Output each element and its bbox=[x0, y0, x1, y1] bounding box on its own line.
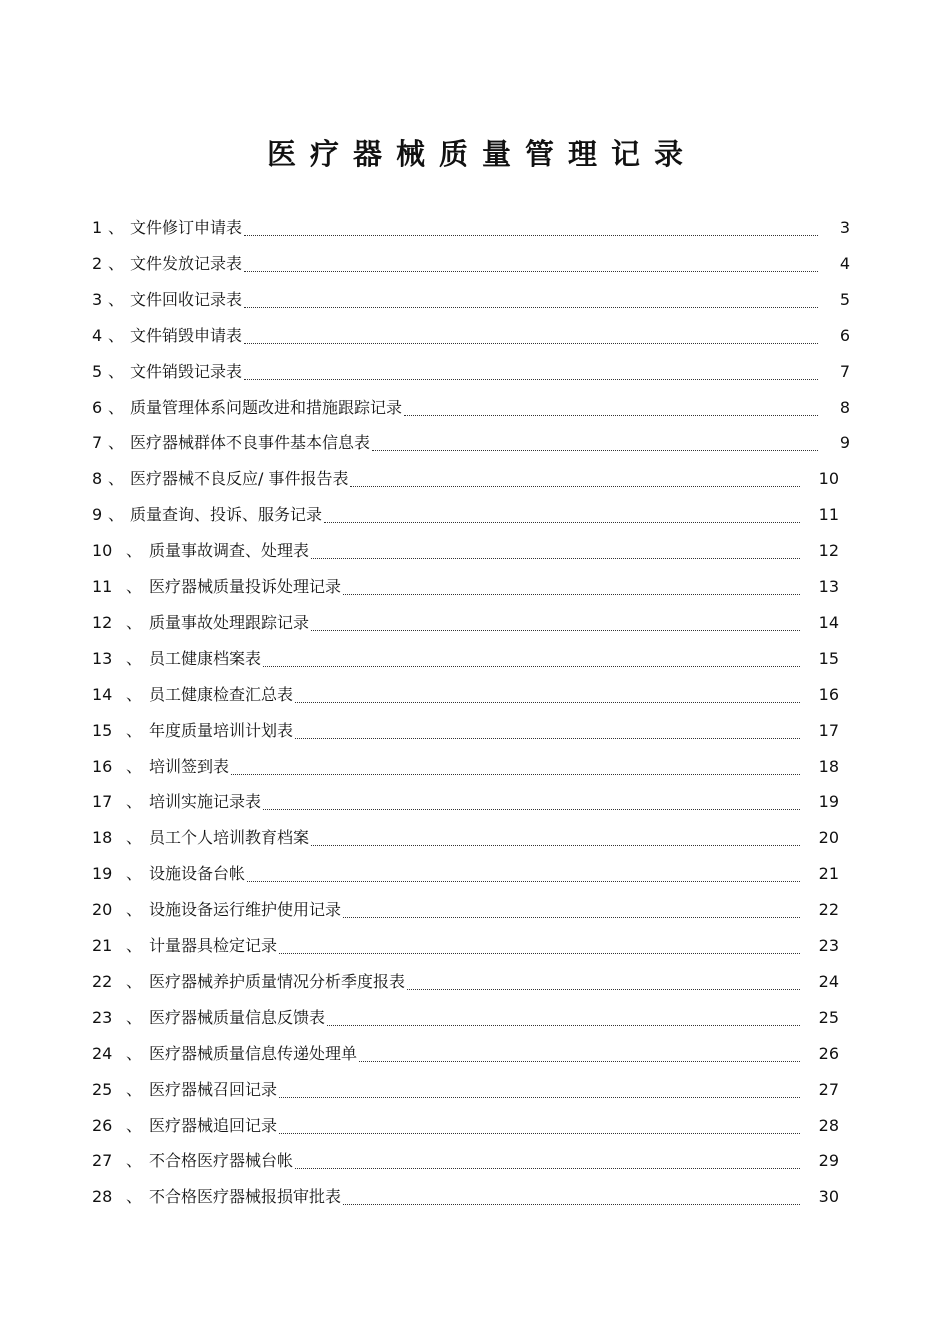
toc-separator: 、 bbox=[108, 218, 125, 237]
toc-separator: 、 bbox=[126, 1007, 143, 1027]
dot-leader bbox=[295, 737, 800, 739]
dot-leader bbox=[404, 414, 818, 416]
toc-entry-link[interactable] bbox=[149, 820, 800, 856]
dot-leader bbox=[244, 378, 818, 380]
toc-entry-link[interactable] bbox=[149, 569, 800, 605]
toc-number: 3 bbox=[92, 289, 103, 309]
toc-entry-label: 不合格医疗器械台帐 bbox=[149, 1151, 294, 1171]
toc-number: 11 bbox=[92, 577, 113, 596]
toc-row[interactable] bbox=[0, 318, 950, 354]
toc-number: 25 bbox=[92, 1079, 113, 1099]
toc-separator: 、 bbox=[126, 1043, 143, 1063]
toc-entry-label: 员工健康检查汇总表 bbox=[149, 684, 294, 704]
toc-page-number: 8 bbox=[839, 397, 850, 417]
dot-leader bbox=[279, 952, 800, 954]
toc-entry-label: 计量器具检定记录 bbox=[149, 936, 278, 955]
toc-number: 22 bbox=[92, 971, 113, 991]
toc-separator: 、 bbox=[108, 397, 125, 417]
toc-entry-link[interactable] bbox=[130, 461, 800, 497]
toc-entry-link[interactable] bbox=[149, 1108, 800, 1144]
dot-leader bbox=[372, 449, 818, 451]
toc-page-number: 20 bbox=[818, 828, 839, 848]
toc-separator: 、 bbox=[126, 541, 143, 561]
toc-separator: 、 bbox=[126, 900, 143, 920]
toc-row[interactable] bbox=[0, 892, 950, 928]
toc-page-number: 29 bbox=[818, 1151, 839, 1171]
toc-row[interactable] bbox=[0, 1179, 950, 1215]
toc-entry-link[interactable] bbox=[149, 749, 800, 785]
toc-entry-label: 质量事故调查、处理表 bbox=[149, 541, 310, 561]
toc-page-number: 28 bbox=[818, 1115, 839, 1135]
toc-page-number: 30 bbox=[818, 1187, 839, 1207]
toc-number: 24 bbox=[92, 1043, 113, 1063]
dot-leader bbox=[295, 701, 800, 703]
toc-number: 15 bbox=[92, 720, 113, 740]
toc-separator: 、 bbox=[126, 792, 143, 812]
toc-page-number: 21 bbox=[818, 864, 839, 884]
toc-row[interactable] bbox=[0, 677, 950, 713]
toc-page-number: 22 bbox=[818, 900, 839, 920]
toc-number: 4 bbox=[92, 325, 103, 345]
toc-number: 26 bbox=[92, 1115, 113, 1135]
toc-row[interactable] bbox=[0, 246, 950, 282]
toc-number: 6 bbox=[92, 397, 103, 417]
toc-number: 8 bbox=[92, 469, 103, 489]
toc-entry-label: 设施设备台帐 bbox=[149, 864, 246, 884]
toc-entry-label: 文件修订申请表 bbox=[130, 218, 243, 237]
toc-number: 9 bbox=[92, 505, 103, 525]
toc-page-number: 26 bbox=[818, 1043, 839, 1063]
toc-entry-link[interactable] bbox=[130, 210, 818, 246]
toc-entry-link[interactable] bbox=[130, 425, 818, 461]
toc-row[interactable] bbox=[0, 282, 950, 318]
toc-separator: 、 bbox=[108, 289, 125, 309]
toc-row[interactable] bbox=[0, 461, 950, 497]
toc-row[interactable] bbox=[0, 928, 950, 964]
toc-page-number: 27 bbox=[818, 1079, 839, 1099]
toc-page-number: 10 bbox=[818, 469, 839, 489]
dot-leader bbox=[350, 485, 800, 487]
toc-page-number: 18 bbox=[818, 756, 839, 776]
toc-number: 21 bbox=[92, 936, 113, 955]
toc-entry-link[interactable] bbox=[149, 677, 800, 713]
toc-entry-label: 年度质量培训计划表 bbox=[149, 720, 294, 740]
toc-entry-label: 质量查询、投诉、服务记录 bbox=[130, 505, 323, 525]
toc-separator: 、 bbox=[108, 325, 125, 345]
toc-separator: 、 bbox=[108, 505, 125, 525]
toc-entry-link[interactable] bbox=[149, 892, 800, 928]
toc-row[interactable] bbox=[0, 1072, 950, 1108]
toc-entry-label: 医疗器械召回记录 bbox=[149, 1079, 278, 1099]
toc-row[interactable] bbox=[0, 1108, 950, 1144]
toc-number: 10 bbox=[92, 541, 113, 561]
toc-page-number: 4 bbox=[839, 253, 850, 273]
toc-row[interactable] bbox=[0, 354, 950, 390]
toc-entry-link[interactable] bbox=[149, 533, 800, 569]
toc-page-number: 13 bbox=[818, 577, 839, 596]
toc-row[interactable] bbox=[0, 641, 950, 677]
toc-number: 2 bbox=[92, 253, 103, 273]
toc-separator: 、 bbox=[126, 577, 143, 596]
dot-leader bbox=[279, 1132, 800, 1134]
toc-entry-label: 培训签到表 bbox=[149, 756, 230, 776]
toc-row[interactable] bbox=[0, 856, 950, 892]
dot-leader bbox=[324, 521, 800, 523]
toc-entry-label: 员工个人培训教育档案 bbox=[149, 828, 310, 848]
toc-entry-label: 质量事故处理跟踪记录 bbox=[149, 612, 310, 632]
toc-entry-link[interactable] bbox=[149, 1072, 800, 1108]
toc-separator: 、 bbox=[108, 361, 125, 381]
toc-separator: 、 bbox=[126, 684, 143, 704]
toc-entry-label: 医疗器械养护质量情况分析季度报表 bbox=[149, 971, 406, 991]
toc-page-number: 17 bbox=[818, 720, 839, 740]
toc-page-number: 11 bbox=[818, 505, 839, 525]
toc-entry-link[interactable] bbox=[149, 641, 800, 677]
toc-entry-label: 医疗器械群体不良事件基本信息表 bbox=[130, 433, 371, 453]
toc-entry-label: 设施设备运行维护使用记录 bbox=[149, 900, 342, 920]
dot-leader bbox=[327, 1024, 800, 1026]
toc-number: 13 bbox=[92, 648, 113, 668]
toc-row[interactable] bbox=[0, 749, 950, 785]
dot-leader bbox=[244, 342, 818, 344]
toc-separator: 、 bbox=[108, 253, 125, 273]
toc-number: 5 bbox=[92, 361, 103, 381]
dot-leader bbox=[247, 880, 800, 882]
toc-separator: 、 bbox=[126, 756, 143, 776]
toc-row[interactable] bbox=[0, 1143, 950, 1179]
toc-page-number: 19 bbox=[818, 792, 839, 812]
toc-entry-label: 医疗器械追回记录 bbox=[149, 1115, 278, 1135]
toc-entry-link[interactable] bbox=[149, 1036, 800, 1072]
dot-leader bbox=[343, 1203, 800, 1205]
toc-entry-label: 质量管理体系问题改进和措施跟踪记录 bbox=[130, 397, 403, 417]
toc-number: 16 bbox=[92, 756, 113, 776]
toc-number: 17 bbox=[92, 792, 113, 812]
toc-number: 14 bbox=[92, 684, 113, 704]
toc-row[interactable] bbox=[0, 1000, 950, 1036]
toc-entry-link[interactable] bbox=[149, 713, 800, 749]
toc-row[interactable] bbox=[0, 784, 950, 820]
dot-leader bbox=[244, 270, 818, 272]
toc-row[interactable] bbox=[0, 210, 950, 246]
toc-separator: 、 bbox=[126, 864, 143, 884]
toc-separator: 、 bbox=[126, 971, 143, 991]
toc-number: 12 bbox=[92, 612, 113, 632]
toc-entry-label: 文件发放记录表 bbox=[130, 253, 243, 273]
page-title: 医疗器械质量管理记录 bbox=[266, 137, 697, 171]
toc-entry-link[interactable] bbox=[130, 390, 818, 426]
toc-entry-label: 文件销毁记录表 bbox=[130, 361, 243, 381]
toc-number: 18 bbox=[92, 828, 113, 848]
dot-leader bbox=[343, 916, 800, 918]
toc-separator: 、 bbox=[126, 1187, 143, 1207]
dot-leader bbox=[263, 808, 800, 810]
toc-entry-label: 医疗器械质量投诉处理记录 bbox=[149, 577, 342, 596]
toc-entry-label: 文件销毁申请表 bbox=[130, 325, 243, 345]
toc-row[interactable] bbox=[0, 1036, 950, 1072]
toc-page-number: 12 bbox=[818, 541, 839, 561]
toc-number: 20 bbox=[92, 900, 113, 920]
toc-row[interactable] bbox=[0, 425, 950, 461]
toc-separator: 、 bbox=[126, 720, 143, 740]
toc-entry-label: 不合格医疗器械报损审批表 bbox=[149, 1187, 342, 1207]
toc-entry-label: 医疗器械质量信息传递处理单 bbox=[149, 1043, 358, 1063]
toc-page-number: 14 bbox=[818, 612, 839, 632]
toc-separator: 、 bbox=[126, 1151, 143, 1171]
toc-page-number: 9 bbox=[839, 433, 850, 453]
toc-entry-link[interactable] bbox=[149, 1000, 800, 1036]
toc-row[interactable] bbox=[0, 390, 950, 426]
toc-page-number: 15 bbox=[818, 648, 839, 668]
toc-number: 19 bbox=[92, 864, 113, 884]
toc-page-number: 6 bbox=[839, 325, 850, 345]
dot-leader bbox=[279, 1096, 800, 1098]
dot-leader bbox=[263, 665, 800, 667]
toc-separator: 、 bbox=[108, 433, 125, 453]
dot-leader bbox=[311, 844, 800, 846]
toc-entry-label: 培训实施记录表 bbox=[149, 792, 262, 812]
toc-page-number: 5 bbox=[839, 289, 850, 309]
toc-entry-link[interactable] bbox=[149, 605, 800, 641]
toc-row[interactable] bbox=[0, 820, 950, 856]
toc-page-number: 24 bbox=[818, 971, 839, 991]
toc-entry-link[interactable] bbox=[130, 318, 818, 354]
toc-page-number: 23 bbox=[818, 936, 839, 955]
toc-entry-link[interactable] bbox=[149, 784, 800, 820]
toc-page-number: 3 bbox=[839, 218, 850, 237]
toc-entry-link[interactable] bbox=[149, 1179, 800, 1215]
toc-page-number: 7 bbox=[839, 361, 850, 381]
toc-entry-link[interactable] bbox=[130, 246, 818, 282]
dot-leader bbox=[407, 988, 800, 990]
toc-row[interactable] bbox=[0, 605, 950, 641]
toc-entry-link[interactable] bbox=[130, 282, 818, 318]
toc-number: 27 bbox=[92, 1151, 113, 1171]
toc-page-number: 16 bbox=[818, 684, 839, 704]
toc-number: 1 bbox=[92, 218, 103, 237]
toc-entry-label: 医疗器械不良反应/ 事件报告表 bbox=[130, 469, 349, 489]
toc-entry-link[interactable] bbox=[149, 856, 800, 892]
toc-entry-label: 员工健康档案表 bbox=[149, 648, 262, 668]
dot-leader bbox=[295, 1167, 800, 1169]
toc-separator: 、 bbox=[126, 1115, 143, 1135]
toc-entry-label: 医疗器械质量信息反馈表 bbox=[149, 1007, 326, 1027]
toc-separator: 、 bbox=[108, 469, 125, 489]
toc-separator: 、 bbox=[126, 828, 143, 848]
dot-leader bbox=[244, 234, 818, 236]
toc-entry-label: 文件回收记录表 bbox=[130, 289, 243, 309]
toc-row[interactable] bbox=[0, 533, 950, 569]
toc-separator: 、 bbox=[126, 612, 143, 632]
toc-entry-link[interactable] bbox=[149, 1143, 800, 1179]
toc-entry-link[interactable] bbox=[130, 354, 818, 390]
toc-row[interactable] bbox=[0, 713, 950, 749]
toc-number: 7 bbox=[92, 433, 103, 453]
toc-entry-link[interactable] bbox=[149, 928, 800, 964]
toc-row[interactable] bbox=[0, 964, 950, 1000]
dot-leader bbox=[311, 629, 800, 631]
dot-leader bbox=[343, 593, 800, 595]
dot-leader bbox=[244, 306, 818, 308]
toc-separator: 、 bbox=[126, 936, 143, 955]
toc-entry-link[interactable] bbox=[130, 497, 800, 533]
toc-separator: 、 bbox=[126, 648, 143, 668]
toc-number: 23 bbox=[92, 1007, 113, 1027]
toc-separator: 、 bbox=[126, 1079, 143, 1099]
toc-entry-link[interactable] bbox=[149, 964, 800, 1000]
dot-leader bbox=[359, 1060, 800, 1062]
toc-page-number: 25 bbox=[818, 1007, 839, 1027]
toc-number: 28 bbox=[92, 1187, 113, 1207]
toc-row[interactable] bbox=[0, 497, 950, 533]
dot-leader bbox=[231, 773, 800, 775]
dot-leader bbox=[311, 557, 800, 559]
toc-row[interactable] bbox=[0, 569, 950, 605]
